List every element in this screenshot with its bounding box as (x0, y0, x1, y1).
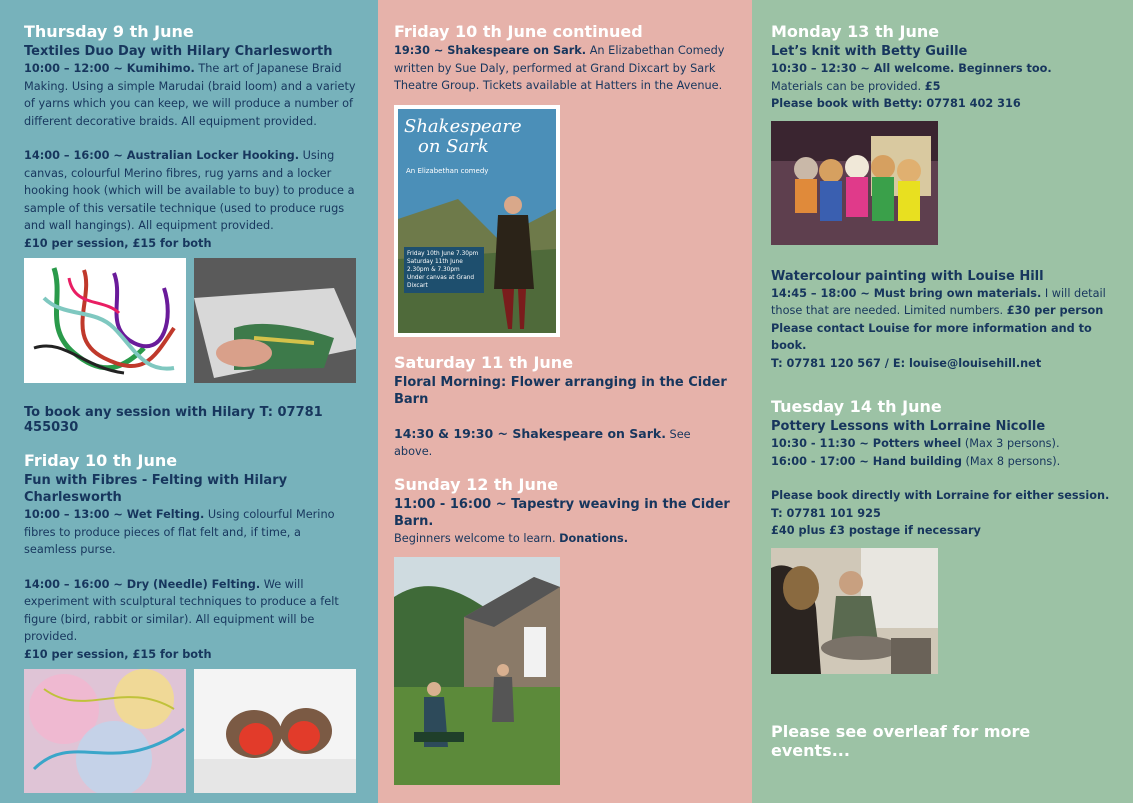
locker-desc: Using canvas, colourful Merino fibres, rug yarns and a locker hooking hook (which will be available to buy) to produce a sample of this versatile technique (used to produce rugs and wall hangings). All equipment provided. (24, 149, 355, 232)
event-title-watercolour: Watercolour painting with Louise Hill (771, 268, 1044, 284)
felt-swatch-photo (24, 669, 186, 793)
event-title-felting: Fun with Fibres - Felting with Hilary Charlesworth (24, 473, 288, 505)
sunday-entry (394, 530, 730, 548)
knit-booking: Please book with Betty: 07781 402 316 (771, 97, 1021, 110)
poster-details-box: Friday 10th June 7.30pm Saturday 11th June 2.30pm & 7.30pm Under canvas at Grand Dixcart (404, 247, 484, 293)
watercolour-desc: I will detail those that are needed. Limited numbers. (771, 286, 1106, 317)
day-heading-thursday: Thursday 9 th June (24, 22, 194, 41)
hand-time: 16:00 - 17:00 ~ Hand building (771, 454, 962, 468)
wheel-max: (Max 3 persons). (964, 437, 1060, 450)
shakespeare-time: 19:30 ~ Shakespeare on Sark. (394, 44, 587, 57)
braids-photo (24, 258, 186, 383)
pottery-photo (771, 548, 938, 674)
day-heading-tuesday: Tuesday 14 th June (771, 397, 942, 416)
day-heading-sunday: Sunday 12 th June (394, 474, 559, 494)
poster-subtitle: An Elizabethan comedy (406, 166, 489, 175)
felt-robins-photo (194, 669, 356, 793)
wet-felting-entry (24, 506, 356, 559)
event-title-floral: Floral Morning: Flower arranging in the Cider Barn (394, 374, 727, 407)
wheel-time: 10:30 - 11:30 ~ Potters wheel (771, 437, 962, 450)
hand-entry (771, 453, 1111, 471)
see-overleaf-note: Please see overleaf for more events... (771, 721, 1031, 760)
sunday-desc: Beginners welcome to learn. (394, 531, 556, 545)
watercolour-price: £30 per person (1006, 304, 1104, 317)
shakespeare-desc: An Elizabethan Comedy written by Sue Daly, performed at Grand Dixcart by Sark Theatre Group. Tickets available at Hatters in the Avenue. (394, 44, 725, 92)
saturday-shakespeare-note: See above. (394, 427, 691, 458)
pottery-phone: T: 07781 101 925 (771, 506, 881, 520)
pottery-booking: Please book directly with Lorraine for either session. (771, 489, 1110, 502)
watercolour-phone: T: 07781 120 567 / E: louise@louisehill.net (771, 356, 1042, 370)
day-heading-saturday: Saturday 11 th June (394, 352, 574, 372)
column-monday-tuesday (752, 0, 1133, 803)
pottery-price: £40 plus £3 postage if necessary (771, 524, 981, 537)
column-thursday-friday (0, 0, 378, 803)
kumihimo-time: 10:00 – 12:00 ~ Kumihimo. (24, 62, 195, 75)
knit-time: 10:30 – 12:30 ~ All welcome. Beginners too. (771, 62, 1052, 75)
event-title-pottery: Pottery Lessons with Lorraine Nicolle (771, 419, 1046, 434)
dry-felting-desc: We will experiment with sculptural techniques to produce a felt figure (bird, rabbit or similar). All equipment will be provided. (24, 577, 339, 643)
locker-entry (24, 147, 356, 235)
photo-row-felting (24, 669, 356, 793)
knit-price: £5 (924, 79, 941, 93)
photo-row-textiles (24, 258, 356, 383)
wheel-entry (771, 435, 1111, 453)
shakespeare-poster (394, 105, 560, 337)
saturday-shakespeare-entry (394, 425, 730, 461)
day-heading-friday-continued: Friday 10 th June continued (394, 22, 643, 41)
dry-felting-time: 14:00 – 16:00 ~ Dry (Needle) Felting. (24, 577, 261, 591)
watercolour-contact: Please contact Louise for more information and to book. (771, 321, 1092, 352)
locker-time: 14:00 – 16:00 ~ Australian Locker Hooking. (24, 149, 300, 162)
column-friday-weekend (378, 0, 752, 803)
watercolour-entry (771, 285, 1111, 320)
poster-title: Shakespeare on Sark (404, 115, 522, 157)
price-felting: £10 per session, £15 for both (24, 647, 212, 661)
shakespeare-entry (394, 42, 730, 95)
event-title-tapestry: 11:00 - 16:00 ~ Tapestry weaving in the Cider Barn. (394, 496, 730, 529)
price-textiles: £10 per session, £15 for both (24, 236, 212, 250)
knit-materials-entry (771, 78, 1111, 96)
dry-felting-entry (24, 576, 356, 646)
kumihimo-entry (24, 60, 356, 130)
knitted-toys-photo (771, 121, 938, 245)
wet-felting-desc: Using colourful Merino fibres to produce pieces of flat felt and, if time, a seamless purse. (24, 508, 335, 556)
locker-hooking-photo (194, 258, 356, 383)
day-heading-friday: Friday 10 th June (24, 451, 178, 470)
sunday-donations: Donations. (559, 531, 629, 545)
kumihimo-desc: The art of Japanese Braid Making. Using a simple Marudai (braid loom) and a variety of yarns which you can keep, we will produce a number of different decorative braids. All equipment provided. (24, 62, 356, 128)
book-hilary-contact: To book any session with Hilary T: 07781 455030 (24, 405, 323, 435)
wet-felting-time: 10:00 – 13:00 ~ Wet Felting. (24, 508, 205, 521)
knit-materials: Materials can be provided. (771, 79, 922, 93)
hand-max: (Max 8 persons). (965, 454, 1061, 468)
event-title-textiles: Textiles Duo Day with Hilary Charlesworth (24, 44, 333, 59)
event-title-knit: Let’s knit with Betty Guille (771, 44, 968, 59)
watercolour-time: 14:45 – 18:00 ~ Must bring own materials. (771, 286, 1042, 300)
cider-barn-photo (394, 557, 560, 785)
saturday-shakespeare-time: 14:30 & 19:30 ~ Shakespeare on Sark. (394, 425, 666, 441)
day-heading-monday: Monday 13 th June (771, 22, 940, 41)
